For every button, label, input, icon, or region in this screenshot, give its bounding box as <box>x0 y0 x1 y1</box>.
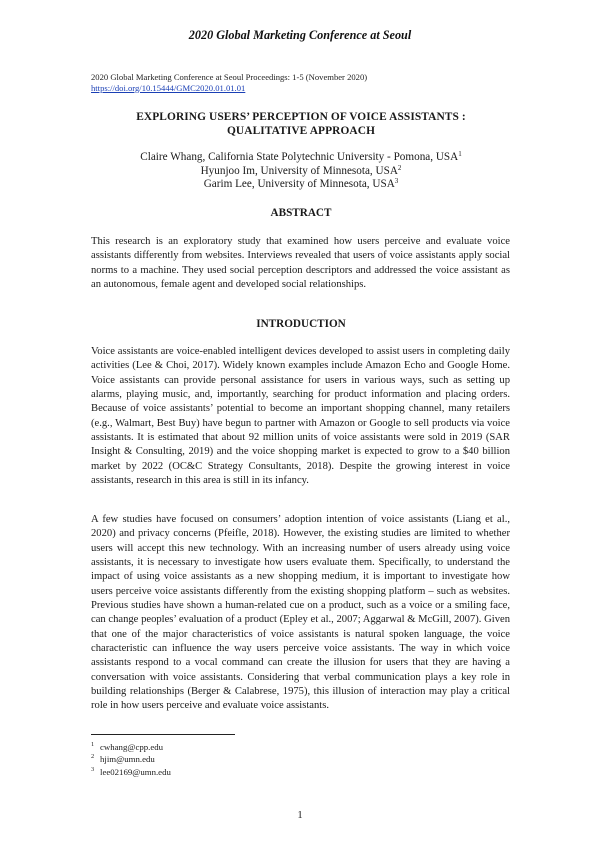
author-2-mark: 2 <box>397 163 402 172</box>
author-list <box>91 151 511 192</box>
footnotes <box>91 741 171 778</box>
author-1 <box>91 151 511 165</box>
footnote-3 <box>91 766 171 778</box>
footnote-1-mark: 1 <box>91 741 95 748</box>
author-1-name: Claire Whang, California State Polytechnic University - Pomona, USA <box>140 151 459 163</box>
page-number: 1 <box>297 810 303 821</box>
introduction-paragraph-2: A few studies have focused on consumers’ adoption intention of voice assistants (Liang et al., 2020) and privacy concerns (Pfeifle, 2018). However, the existing studies are limited to whether users will accept this new technology. With an increasing number of users already using voice assistants, it is necessary to investigate how users evaluate them. Specifically, to understand the impact of using voice assistants as a new shopping medium, it is important to investigate how users perceive voice assistants differently from the existing shopping platform – such as websites. Previous studies have shown a human-related cue on a product, such as a voice or a smiling face, can change peoples’ evaluation of a product (Epley et al., 2007; Aggarwal & McGill, 2007). Given that one of the major characteristics of voice assistants is natural spoken language, the voice characteristic can influence the way users perceive voice assistants. The way in which voice assistants respond to a vocal command can create the illusion for users that they are having a conversation with voice assistants. Considering that verbal communication plays a key role in building relationships (Berger & Calabrese, 1975), this illusion of interaction may play a critical role in how users perceive and evaluate voice assistants. <box>91 514 510 712</box>
author-2 <box>91 165 511 179</box>
proceedings-citation: 2020 Global Marketing Conference at Seoul Proceedings: 1-5 (November 2020) <box>91 72 368 82</box>
footnote-divider <box>91 734 235 735</box>
footnote-3-email: lee02169@umn.edu <box>100 766 171 777</box>
introduction-heading: INTRODUCTION <box>256 318 346 330</box>
title-line-1: EXPLORING USERS’ PERCEPTION OF VOICE ASSISTANTS : <box>136 111 466 123</box>
doi-link[interactable]: https://doi.org/10.15444/GMC2020.01.01.01 <box>91 82 246 93</box>
author-3-name: Garim Lee, University of Minnesota, USA <box>203 178 395 191</box>
footnote-2-email: hjim@umn.edu <box>100 754 155 765</box>
paper-title <box>91 110 511 138</box>
footnote-1 <box>91 741 171 753</box>
footnote-1-email: cwhang@cpp.edu <box>100 742 164 752</box>
title-line-2: QUALITATIVE APPROACH <box>226 125 376 138</box>
footnote-2 <box>91 753 171 765</box>
introduction-paragraph-1: Voice assistants are voice-enabled intelligent devices developed to assist users in completing daily activities (Lee & Choi, 2017). Widely known examples include Amazon Echo and Google Home. Voice assistants can provide personal assistance for users in various ways, such as setting up alarms, playing music, and, importantly, searching for product information and placing orders. Because of voice assistants’ potential to become an important shopping channel, many retailers (e.g., Walmart, Best Buy) have begun to partner with Amazon or Google to sell products via voice assistants. It is estimated that about 92 million units of voice assistants were sold in 2019 (SAR Insight & Consulting, 2019) and the voice shopping market is expected to grow to a $40 billion market by 2022 (OC&C Strategy Consultants, 2018). Despite the growing interest in voice assistants, research in this area is still in its infancy. <box>91 346 510 487</box>
abstract-heading: ABSTRACT <box>270 207 332 219</box>
footnote-2-mark: 2 <box>91 753 95 761</box>
proceedings-info <box>91 72 367 93</box>
author-2-name: Hyunjoo Im, University of Minnesota, USA <box>200 164 398 177</box>
author-3 <box>91 178 511 192</box>
author-3-mark: 3 <box>394 177 399 186</box>
author-1-mark: 1 <box>458 150 462 158</box>
footnote-3-mark: 3 <box>91 765 95 773</box>
abstract-text: This research is an exploratory study that examined how users perceive and evaluate voice assistants differently from websites. Interviews revealed that users of voice assistants apply social norms to a machine. They used social perception descriptors and addressed the voice assistant as an autonomous, female agent and developed social relationships. <box>91 236 510 291</box>
running-head: 2020 Global Marketing Conference at Seoul <box>188 28 412 42</box>
